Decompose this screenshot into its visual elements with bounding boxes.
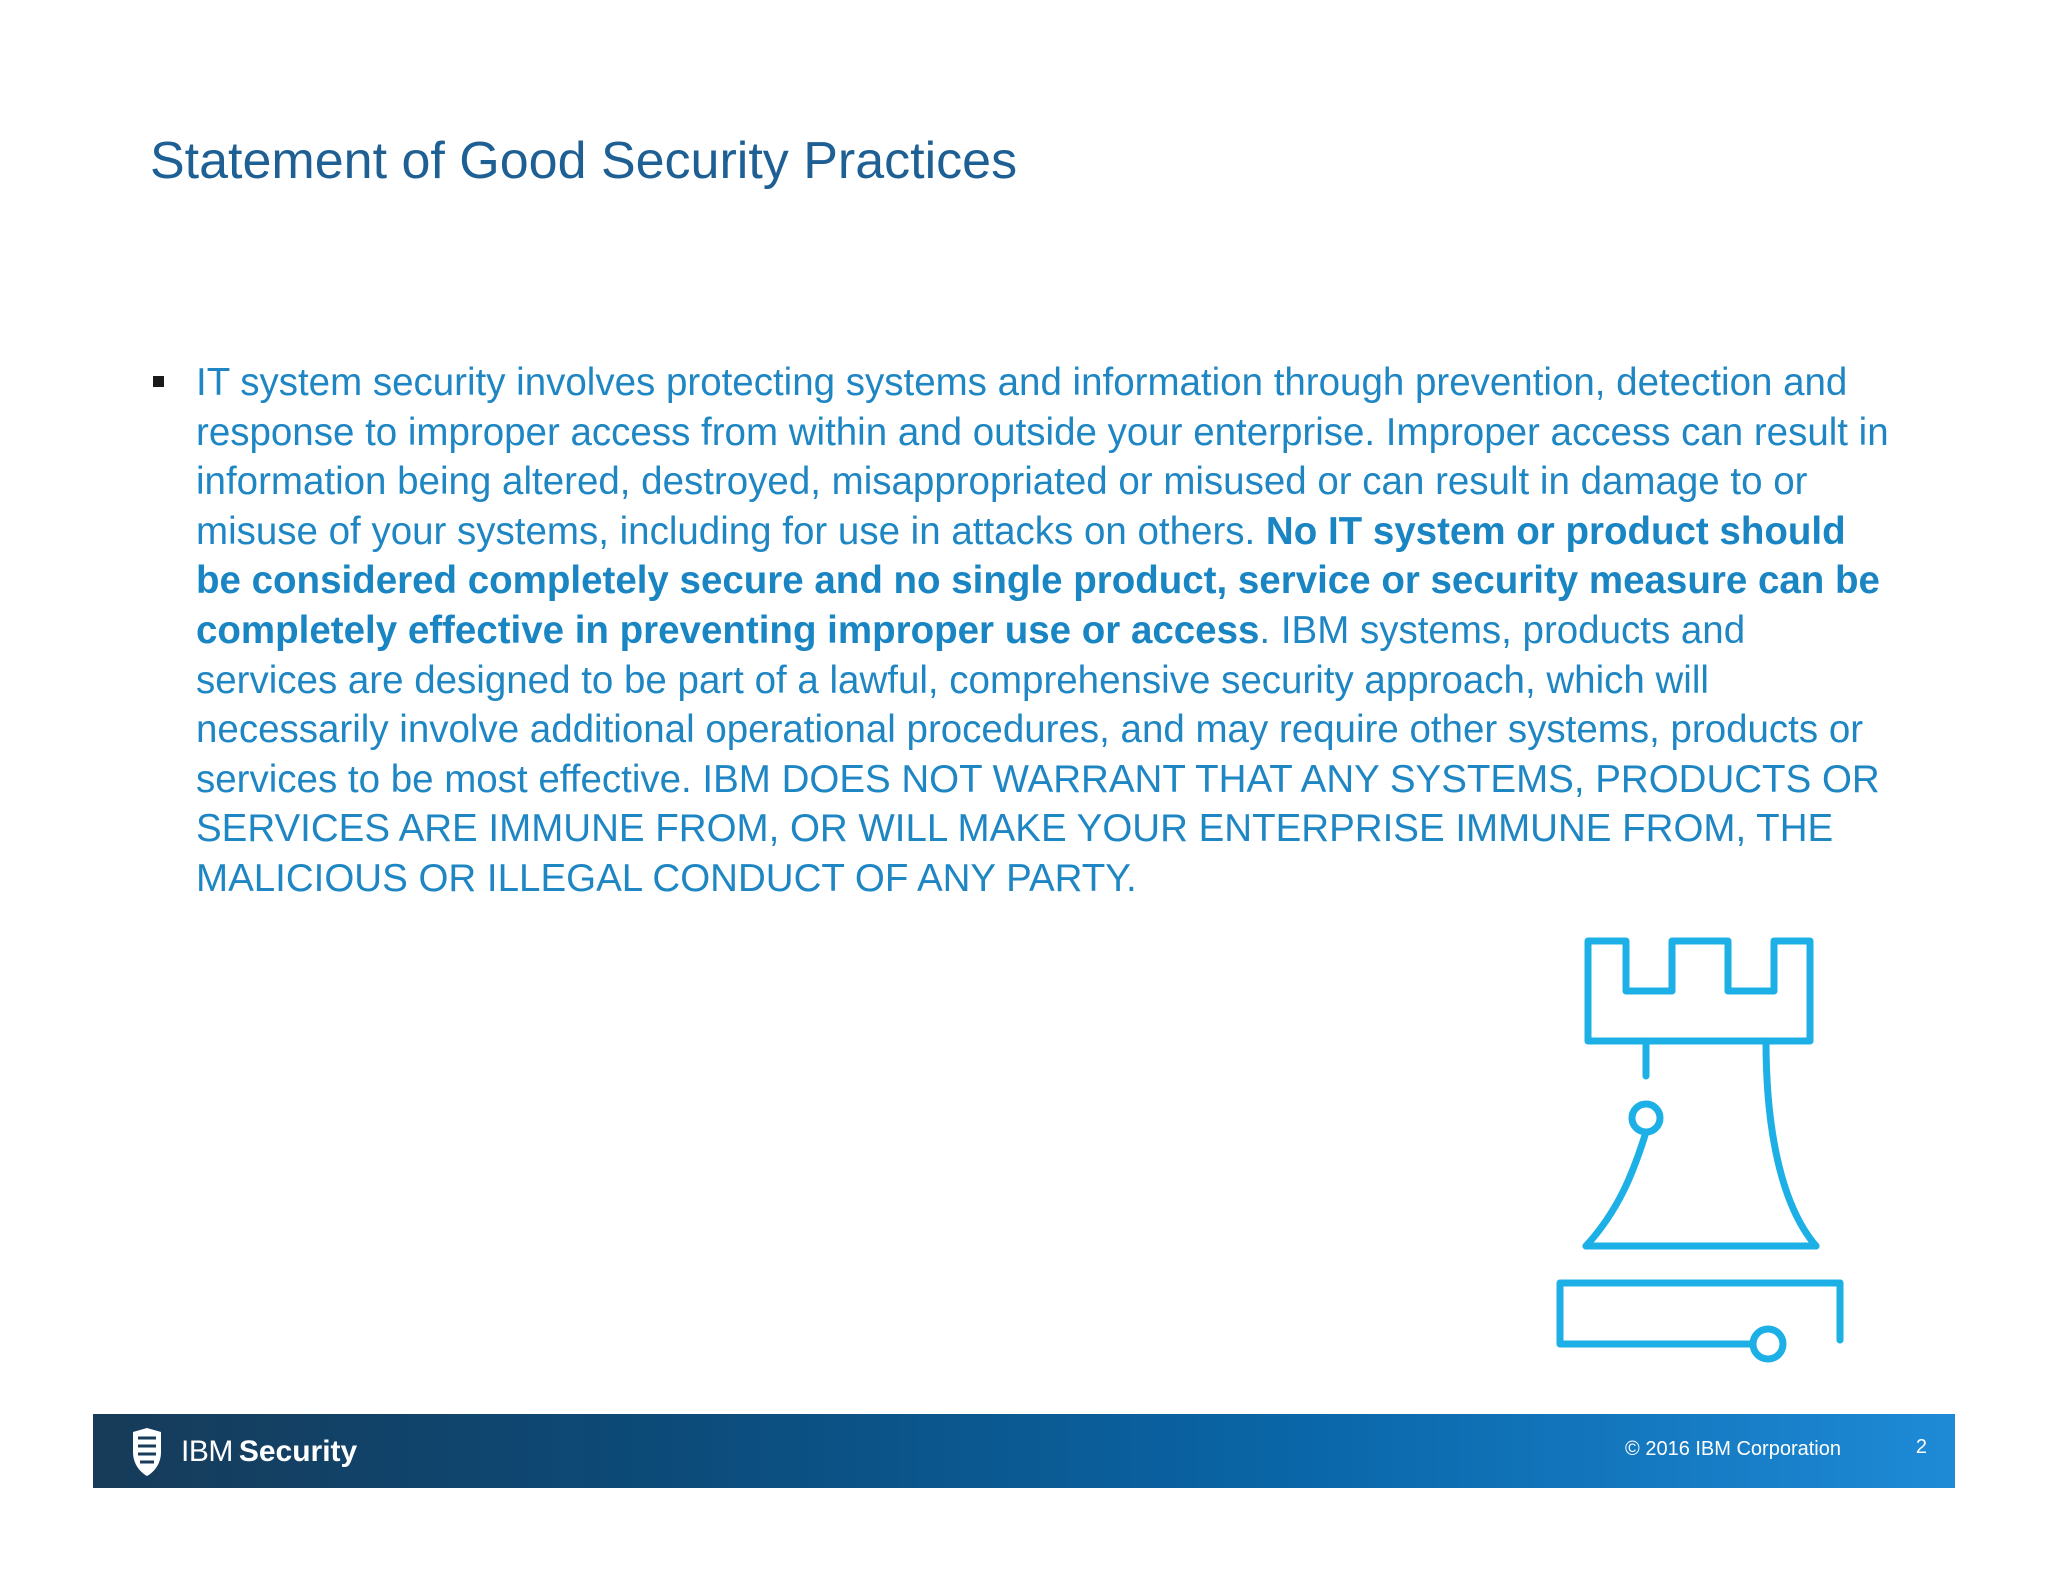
copyright-notice: © 2016 IBM Corporation [1625,1438,1841,1460]
square-bullet-icon [153,376,164,387]
bullet-closing-text: . IBM systems, products and services are designed to be part of a lawful, comprehensive security approach, which will necessarily involve additional operational procedures, and may require other systems, products or services to be most effective. IBM DOES NOT WARRANT THAT ANY SYSTEMS, PRODUCTS OR SERVICES ARE IMMUNE FROM, OR WILL MAKE YOUR ENTERPRISE IMMUNE FROM, THE MALICIOUS OR ILLEGAL CONDUCT OF ANY PARTY. [196,608,1880,900]
bullet-text [196,358,1890,904]
bullet-emphasis-text: No IT system or product should be considered completely secure and no single product, service or security measure can be completely effective in preventing improper use or access [196,509,1880,652]
footer-bar [93,1414,1955,1488]
ibm-security-logo [127,1426,357,1478]
page-number: 2 [1915,1436,1927,1458]
slide-body [150,358,1890,904]
bullet-item [150,358,1890,904]
brand-product-name: Security [238,1435,358,1468]
ibm-security-shield-icon [127,1426,167,1478]
bullet-intro-text: IT system security involves protecting systems and information through prevention, detection and response to improper access from within and outside your enterprise. Improper access can result in information being altered, destroyed, misappropriated or misused or can result in damage to or misuse of your systems, including for use in attacks on others. [196,361,1889,553]
brand-company-name: IBM [181,1435,233,1468]
slide-title: Statement of Good Security Practices [150,132,1018,190]
chess-rook-icon [1548,936,1848,1366]
